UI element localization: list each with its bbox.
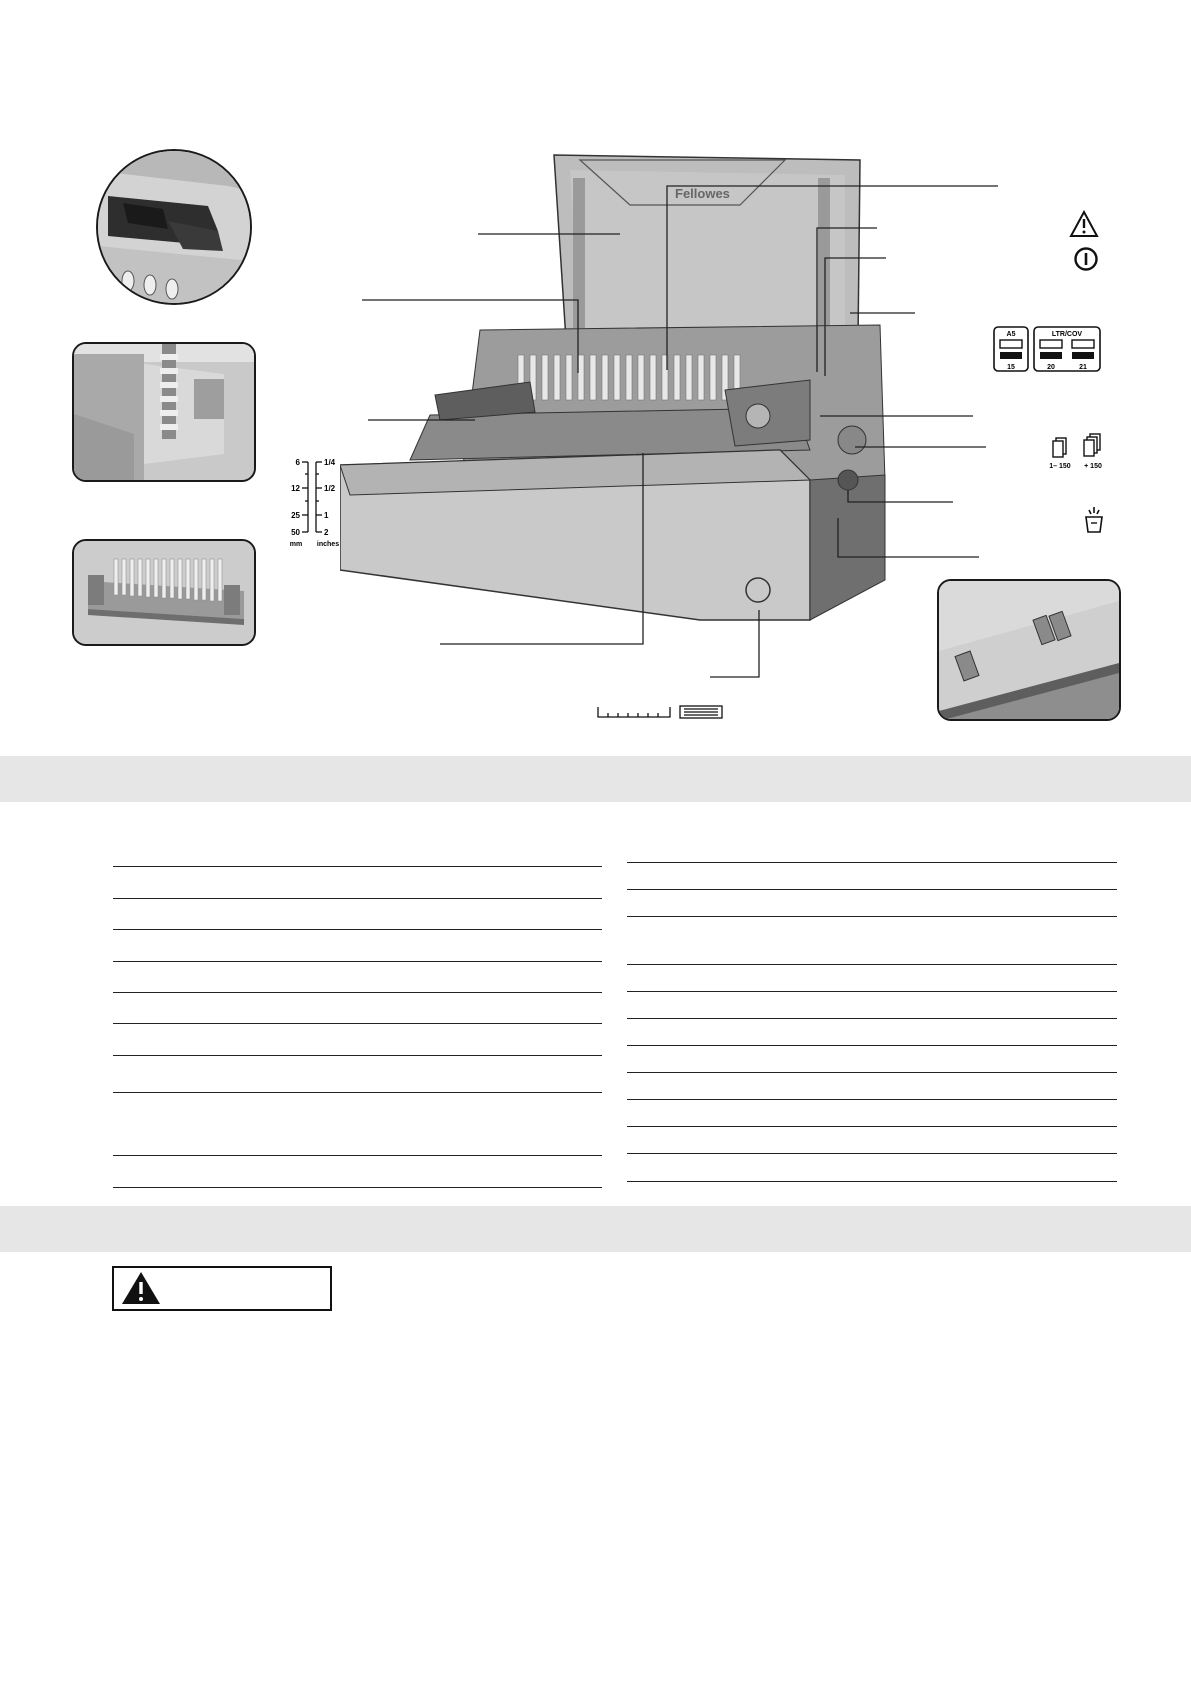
a5-value: 15 — [1007, 364, 1015, 371]
table-row — [113, 961, 602, 962]
table-row — [627, 1072, 1117, 1073]
table-row — [627, 1099, 1117, 1100]
table-row — [627, 964, 1117, 965]
sheet-count-symbols — [1048, 432, 1110, 480]
inch-tick: 1/4 — [324, 458, 336, 467]
mm-tick: 12 — [291, 484, 300, 493]
inch-tick: 1/2 — [324, 484, 336, 493]
capacity-scale — [272, 454, 346, 550]
warning-triangle-icon — [121, 1271, 161, 1305]
ltr-cov-label: LTR/COV — [1051, 331, 1083, 338]
table-row — [627, 916, 1117, 917]
warning-triangle-icon — [1069, 210, 1099, 238]
table-row — [627, 991, 1117, 992]
inch-tick: 2 — [324, 528, 329, 537]
table-row — [113, 1187, 602, 1188]
mm-tick: 6 — [295, 458, 300, 467]
section-header-band — [0, 1206, 1191, 1252]
table-row — [113, 1055, 602, 1056]
table-row — [627, 1153, 1117, 1154]
table-row — [627, 1018, 1117, 1019]
mm-unit: mm — [289, 541, 303, 548]
table-row — [113, 1092, 602, 1093]
multi-sheet-label: + 150 — [1084, 463, 1102, 470]
single-sheet-label: 1– 150 — [1049, 463, 1071, 470]
table-row — [113, 992, 602, 993]
table-row — [113, 1023, 602, 1024]
inset-switch-detail — [937, 579, 1121, 721]
table-row — [627, 862, 1117, 863]
table-row — [113, 929, 602, 930]
a5-label: A5 — [1006, 331, 1016, 338]
power-icon — [1073, 246, 1099, 272]
table-row — [627, 1181, 1117, 1182]
table-row — [627, 1126, 1117, 1127]
warning-label-box — [112, 1266, 332, 1311]
inch-unit: inches — [316, 541, 340, 548]
paper-size-symbols — [992, 325, 1102, 375]
inch-tick: 1 — [324, 511, 329, 520]
table-row — [113, 866, 602, 867]
ltr-value: 20 — [1047, 364, 1055, 371]
brand-logo: Fellowes — [675, 186, 730, 201]
cov-value: 21 — [1079, 364, 1087, 371]
ruler-icon — [596, 703, 726, 721]
table-row — [627, 889, 1117, 890]
mm-tick: 25 — [291, 511, 300, 520]
table-row — [627, 1045, 1117, 1046]
section-header-band — [0, 756, 1191, 802]
table-row — [113, 1155, 602, 1156]
table-row — [113, 898, 602, 899]
waste-bin-icon — [1083, 505, 1105, 535]
mm-tick: 50 — [291, 528, 300, 537]
